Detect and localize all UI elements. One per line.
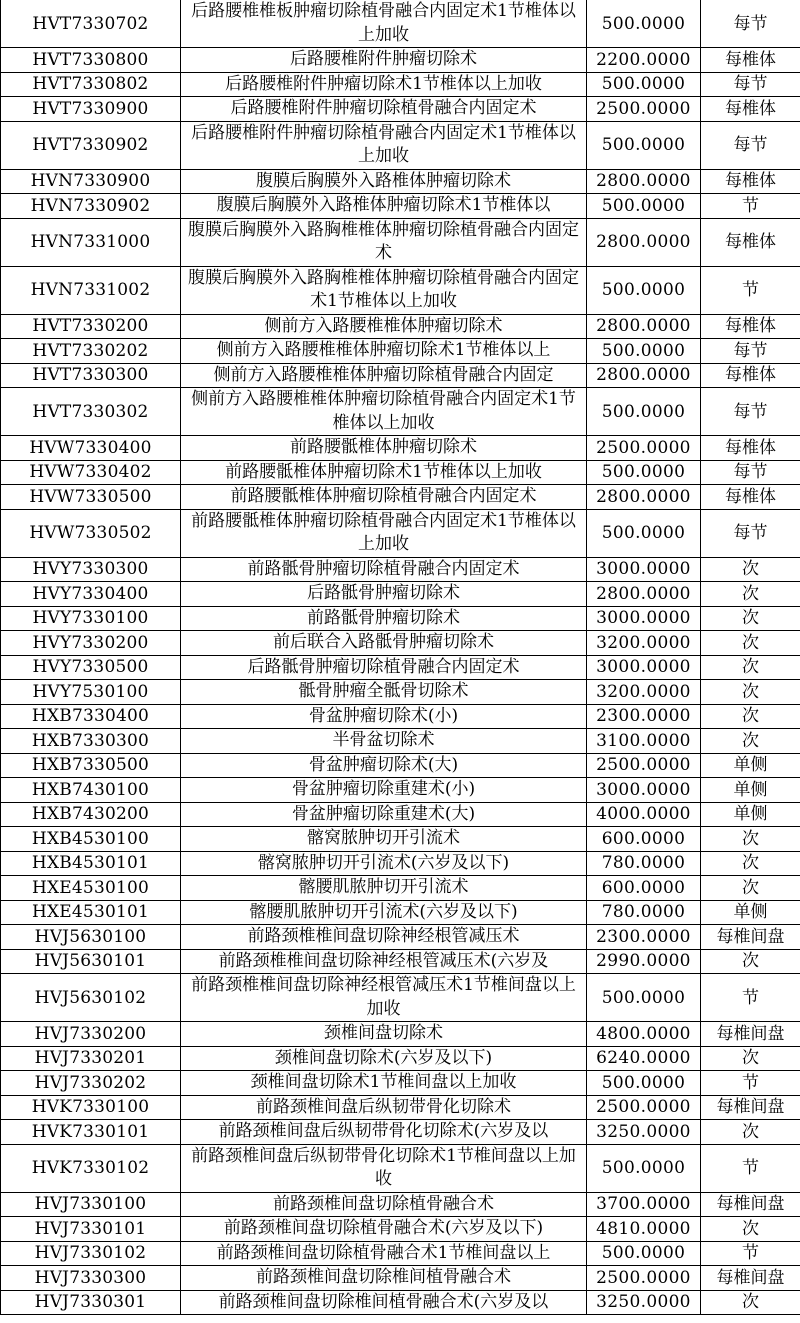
item-name-cell: 骨盆肿瘤切除术(小) (181, 704, 587, 729)
unit-cell: 单侧 (701, 778, 800, 803)
item-code-cell: HVJ7330101 (1, 1217, 181, 1242)
unit-cell: 次 (701, 557, 800, 582)
table-row (1, 218, 800, 266)
price-cell: 2200.0000 (587, 48, 701, 73)
unit-cell: 每节 (701, 72, 800, 97)
price-cell: 500.0000 (587, 974, 701, 1022)
price-cell: 500.0000 (587, 1071, 701, 1096)
price-cell: 500.0000 (587, 388, 701, 436)
item-code-cell: HVT7330802 (1, 72, 181, 97)
price-cell: 780.0000 (587, 851, 701, 876)
table-row (1, 1217, 800, 1242)
table-row (1, 1192, 800, 1217)
item-code-cell: HVJ7330200 (1, 1022, 181, 1047)
table-row (1, 827, 800, 852)
unit-cell: 每节 (701, 388, 800, 436)
item-name-cell: 腹膜后胸膜外入路胸椎椎体肿瘤切除植骨融合内固定术 (181, 218, 587, 266)
unit-cell: 节 (701, 194, 800, 219)
table-row (1, 1290, 800, 1315)
price-cell: 4800.0000 (587, 1022, 701, 1047)
item-code-cell: HVK7330101 (1, 1120, 181, 1145)
unit-cell: 每椎体 (701, 218, 800, 266)
table-row (1, 436, 800, 461)
unit-cell: 每椎间盘 (701, 1192, 800, 1217)
item-code-cell: HVT7330800 (1, 48, 181, 73)
item-name-cell: 侧前方入路腰椎椎体肿瘤切除植骨融合内固定术1节椎体以上加收 (181, 388, 587, 436)
unit-cell: 每椎间盘 (701, 1095, 800, 1120)
item-name-cell: 骨盆肿瘤切除重建术(小) (181, 778, 587, 803)
unit-cell: 次 (701, 1217, 800, 1242)
unit-cell: 次 (701, 680, 800, 705)
item-name-cell: 前路颈椎间盘切除植骨融合术1节椎间盘以上 (181, 1241, 587, 1266)
table-row (1, 631, 800, 656)
price-cell: 2500.0000 (587, 753, 701, 778)
price-cell: 6240.0000 (587, 1046, 701, 1071)
table-row (1, 363, 800, 388)
item-code-cell: HVJ7330100 (1, 1192, 181, 1217)
price-cell: 3000.0000 (587, 557, 701, 582)
table-row (1, 1120, 800, 1145)
price-cell: 2500.0000 (587, 1266, 701, 1291)
item-name-cell: 髂腰肌脓肿切开引流术 (181, 876, 587, 901)
unit-cell: 单侧 (701, 753, 800, 778)
item-name-cell: 后路腰椎附件肿瘤切除术1节椎体以上加收 (181, 72, 587, 97)
unit-cell: 次 (701, 704, 800, 729)
item-code-cell: HVT7330302 (1, 388, 181, 436)
table-row (1, 169, 800, 194)
item-code-cell: HVY7330300 (1, 557, 181, 582)
table-row (1, 121, 800, 169)
item-code-cell: HVY7530100 (1, 680, 181, 705)
item-code-cell: HXB4530100 (1, 827, 181, 852)
unit-cell: 每椎间盘 (701, 1022, 800, 1047)
fee-table-body (1, 0, 800, 1315)
unit-cell: 次 (701, 851, 800, 876)
item-name-cell: 后路腰椎附件肿瘤切除植骨融合内固定术 (181, 97, 587, 122)
price-cell: 780.0000 (587, 900, 701, 925)
price-cell: 500.0000 (587, 1144, 701, 1192)
item-code-cell: HVN7330902 (1, 194, 181, 219)
item-name-cell: 前路骶骨肿瘤切除术 (181, 606, 587, 631)
unit-cell: 单侧 (701, 802, 800, 827)
unit-cell: 次 (701, 631, 800, 656)
unit-cell: 每椎间盘 (701, 1266, 800, 1291)
unit-cell: 每椎体 (701, 363, 800, 388)
unit-cell: 每椎体 (701, 97, 800, 122)
item-name-cell: 髂窝脓肿切开引流术 (181, 827, 587, 852)
table-row (1, 194, 800, 219)
item-name-cell: 腹膜后胸膜外入路椎体肿瘤切除术 (181, 169, 587, 194)
table-row (1, 388, 800, 436)
unit-cell: 次 (701, 1290, 800, 1315)
item-name-cell: 前路骶骨肿瘤切除植骨融合内固定术 (181, 557, 587, 582)
table-row (1, 1266, 800, 1291)
price-cell: 500.0000 (587, 1241, 701, 1266)
unit-cell: 每椎体 (701, 314, 800, 339)
table-row (1, 97, 800, 122)
item-code-cell: HXB4530101 (1, 851, 181, 876)
item-code-cell: HXB7330500 (1, 753, 181, 778)
item-code-cell: HVY7330100 (1, 606, 181, 631)
item-name-cell: 颈椎间盘切除术 (181, 1022, 587, 1047)
item-name-cell: 髂腰肌脓肿切开引流术(六岁及以下) (181, 900, 587, 925)
item-code-cell: HVJ7330201 (1, 1046, 181, 1071)
unit-cell: 每椎间盘 (701, 925, 800, 950)
unit-cell: 次 (701, 1046, 800, 1071)
item-code-cell: HVJ5630101 (1, 949, 181, 974)
table-row (1, 1241, 800, 1266)
table-row (1, 900, 800, 925)
item-name-cell: 后路腰椎附件肿瘤切除植骨融合内固定术1节椎体以上加收 (181, 121, 587, 169)
table-row (1, 460, 800, 485)
item-name-cell: 前路颈椎间盘切除椎间植骨融合术 (181, 1266, 587, 1291)
table-row (1, 974, 800, 1022)
item-code-cell: HVY7330400 (1, 582, 181, 607)
item-code-cell: HVY7330200 (1, 631, 181, 656)
unit-cell: 次 (701, 949, 800, 974)
table-row (1, 802, 800, 827)
table-row (1, 949, 800, 974)
unit-cell: 每椎体 (701, 169, 800, 194)
item-name-cell: 骨盆肿瘤切除重建术(大) (181, 802, 587, 827)
price-cell: 2800.0000 (587, 485, 701, 510)
item-name-cell: 髂窝脓肿切开引流术(六岁及以下) (181, 851, 587, 876)
price-cell: 3000.0000 (587, 778, 701, 803)
item-code-cell: HXB7430100 (1, 778, 181, 803)
table-row (1, 557, 800, 582)
price-cell: 500.0000 (587, 266, 701, 314)
item-code-cell: HVT7330200 (1, 314, 181, 339)
table-row (1, 925, 800, 950)
price-cell: 600.0000 (587, 876, 701, 901)
table-row (1, 1071, 800, 1096)
item-name-cell: 前路腰骶椎体肿瘤切除术 (181, 436, 587, 461)
table-row (1, 655, 800, 680)
item-code-cell: HXB7330300 (1, 729, 181, 754)
item-code-cell: HVW7330500 (1, 485, 181, 510)
item-name-cell: 后路腰椎椎板肿瘤切除植骨融合内固定术1节椎体以上加收 (181, 0, 587, 48)
item-code-cell: HXB7330400 (1, 704, 181, 729)
item-code-cell: HVT7330202 (1, 339, 181, 364)
price-cell: 2800.0000 (587, 169, 701, 194)
item-name-cell: 前后联合入路骶骨肿瘤切除术 (181, 631, 587, 656)
item-code-cell: HVJ5630100 (1, 925, 181, 950)
price-cell: 2800.0000 (587, 314, 701, 339)
price-cell: 4000.0000 (587, 802, 701, 827)
table-row (1, 582, 800, 607)
price-cell: 3000.0000 (587, 655, 701, 680)
unit-cell: 次 (701, 1120, 800, 1145)
unit-cell: 节 (701, 1071, 800, 1096)
price-cell: 2300.0000 (587, 925, 701, 950)
item-code-cell: HVT7330702 (1, 0, 181, 48)
price-cell: 2300.0000 (587, 704, 701, 729)
item-name-cell: 前路颈椎间盘后纵韧带骨化切除术 (181, 1095, 587, 1120)
table-row (1, 339, 800, 364)
price-cell: 4810.0000 (587, 1217, 701, 1242)
price-cell: 3200.0000 (587, 680, 701, 705)
item-code-cell: HVK7330102 (1, 1144, 181, 1192)
table-row (1, 509, 800, 557)
item-code-cell: HVW7330502 (1, 509, 181, 557)
price-cell: 3100.0000 (587, 729, 701, 754)
item-code-cell: HVJ7330102 (1, 1241, 181, 1266)
price-cell: 3700.0000 (587, 1192, 701, 1217)
item-code-cell: HVN7331002 (1, 266, 181, 314)
table-row (1, 753, 800, 778)
item-name-cell: 侧前方入路腰椎椎体肿瘤切除植骨融合内固定 (181, 363, 587, 388)
price-cell: 500.0000 (587, 339, 701, 364)
item-name-cell: 侧前方入路腰椎椎体肿瘤切除术1节椎体以上 (181, 339, 587, 364)
table-row (1, 48, 800, 73)
price-cell: 3250.0000 (587, 1120, 701, 1145)
table-row (1, 314, 800, 339)
unit-cell: 次 (701, 655, 800, 680)
item-name-cell: 骶骨肿瘤全骶骨切除术 (181, 680, 587, 705)
price-cell: 500.0000 (587, 72, 701, 97)
table-row (1, 851, 800, 876)
unit-cell: 次 (701, 582, 800, 607)
unit-cell: 次 (701, 876, 800, 901)
unit-cell: 每节 (701, 460, 800, 485)
item-name-cell: 前路颈椎间盘后纵韧带骨化切除术(六岁及以 (181, 1120, 587, 1145)
item-name-cell: 前路腰骶椎体肿瘤切除植骨融合内固定术 (181, 485, 587, 510)
item-code-cell: HXE4530100 (1, 876, 181, 901)
price-cell: 500.0000 (587, 194, 701, 219)
item-name-cell: 前路颈椎椎间盘切除神经根管减压术 (181, 925, 587, 950)
item-code-cell: HVJ7330301 (1, 1290, 181, 1315)
item-code-cell: HVJ5630102 (1, 974, 181, 1022)
price-cell: 500.0000 (587, 121, 701, 169)
price-cell: 2500.0000 (587, 436, 701, 461)
unit-cell: 节 (701, 974, 800, 1022)
unit-cell: 节 (701, 1241, 800, 1266)
table-row (1, 0, 800, 48)
item-code-cell: HVT7330900 (1, 97, 181, 122)
table-row (1, 72, 800, 97)
item-name-cell: 后路腰椎附件肿瘤切除术 (181, 48, 587, 73)
table-row (1, 1046, 800, 1071)
table-row (1, 1144, 800, 1192)
price-cell: 2800.0000 (587, 218, 701, 266)
price-cell: 2990.0000 (587, 949, 701, 974)
item-name-cell: 前路颈椎椎间盘切除神经根管减压术1节椎间盘以上加收 (181, 974, 587, 1022)
item-name-cell: 前路颈椎间盘切除椎间植骨融合术(六岁及以 (181, 1290, 587, 1315)
price-cell: 600.0000 (587, 827, 701, 852)
price-cell: 500.0000 (587, 460, 701, 485)
item-code-cell: HVN7331000 (1, 218, 181, 266)
item-code-cell: HVW7330402 (1, 460, 181, 485)
item-name-cell: 后路骶骨肿瘤切除术 (181, 582, 587, 607)
unit-cell: 单侧 (701, 900, 800, 925)
table-row (1, 876, 800, 901)
unit-cell: 每椎体 (701, 48, 800, 73)
unit-cell: 每椎体 (701, 485, 800, 510)
table-row (1, 704, 800, 729)
item-code-cell: HVK7330100 (1, 1095, 181, 1120)
item-name-cell: 前路颈椎间盘切除植骨融合术 (181, 1192, 587, 1217)
unit-cell: 每节 (701, 339, 800, 364)
item-name-cell: 侧前方入路腰椎椎体肿瘤切除术 (181, 314, 587, 339)
price-cell: 2800.0000 (587, 582, 701, 607)
table-row (1, 1095, 800, 1120)
price-cell: 500.0000 (587, 509, 701, 557)
item-code-cell: HVW7330400 (1, 436, 181, 461)
price-cell: 500.0000 (587, 0, 701, 48)
item-code-cell: HVT7330300 (1, 363, 181, 388)
item-name-cell: 颈椎间盘切除术1节椎间盘以上加收 (181, 1071, 587, 1096)
price-cell: 3000.0000 (587, 606, 701, 631)
price-cell: 3200.0000 (587, 631, 701, 656)
item-name-cell: 前路颈椎间盘切除植骨融合术(六岁及以下) (181, 1217, 587, 1242)
item-name-cell: 前路颈椎椎间盘切除神经根管减压术(六岁及 (181, 949, 587, 974)
unit-cell: 次 (701, 729, 800, 754)
unit-cell: 次 (701, 606, 800, 631)
table-row (1, 729, 800, 754)
item-code-cell: HVT7330902 (1, 121, 181, 169)
item-code-cell: HVN7330900 (1, 169, 181, 194)
table-row (1, 485, 800, 510)
unit-cell: 每椎体 (701, 436, 800, 461)
unit-cell: 每节 (701, 121, 800, 169)
item-name-cell: 腹膜后胸膜外入路胸椎椎体肿瘤切除植骨融合内固定术1节椎体以上加收 (181, 266, 587, 314)
price-cell: 3250.0000 (587, 1290, 701, 1315)
table-row (1, 266, 800, 314)
unit-cell: 节 (701, 1144, 800, 1192)
item-code-cell: HVY7330500 (1, 655, 181, 680)
item-name-cell: 骨盆肿瘤切除术(大) (181, 753, 587, 778)
table-row (1, 680, 800, 705)
unit-cell: 次 (701, 827, 800, 852)
item-code-cell: HXE4530101 (1, 900, 181, 925)
item-name-cell: 半骨盆切除术 (181, 729, 587, 754)
price-cell: 2500.0000 (587, 97, 701, 122)
unit-cell: 节 (701, 266, 800, 314)
price-cell: 2800.0000 (587, 363, 701, 388)
unit-cell: 每节 (701, 0, 800, 48)
item-name-cell: 前路腰骶椎体肿瘤切除术1节椎体以上加收 (181, 460, 587, 485)
item-name-cell: 腹膜后胸膜外入路椎体肿瘤切除术1节椎体以 (181, 194, 587, 219)
item-name-cell: 颈椎间盘切除术(六岁及以下) (181, 1046, 587, 1071)
price-cell: 2500.0000 (587, 1095, 701, 1120)
item-code-cell: HVJ7330300 (1, 1266, 181, 1291)
item-name-cell: 后路骶骨肿瘤切除植骨融合内固定术 (181, 655, 587, 680)
item-name-cell: 前路颈椎间盘后纵韧带骨化切除术1节椎间盘以上加收 (181, 1144, 587, 1192)
table-row (1, 606, 800, 631)
unit-cell: 每节 (701, 509, 800, 557)
item-name-cell: 前路腰骶椎体肿瘤切除植骨融合内固定术1节椎体以上加收 (181, 509, 587, 557)
table-row (1, 778, 800, 803)
item-code-cell: HXB7430200 (1, 802, 181, 827)
table-row (1, 1022, 800, 1047)
item-code-cell: HVJ7330202 (1, 1071, 181, 1096)
